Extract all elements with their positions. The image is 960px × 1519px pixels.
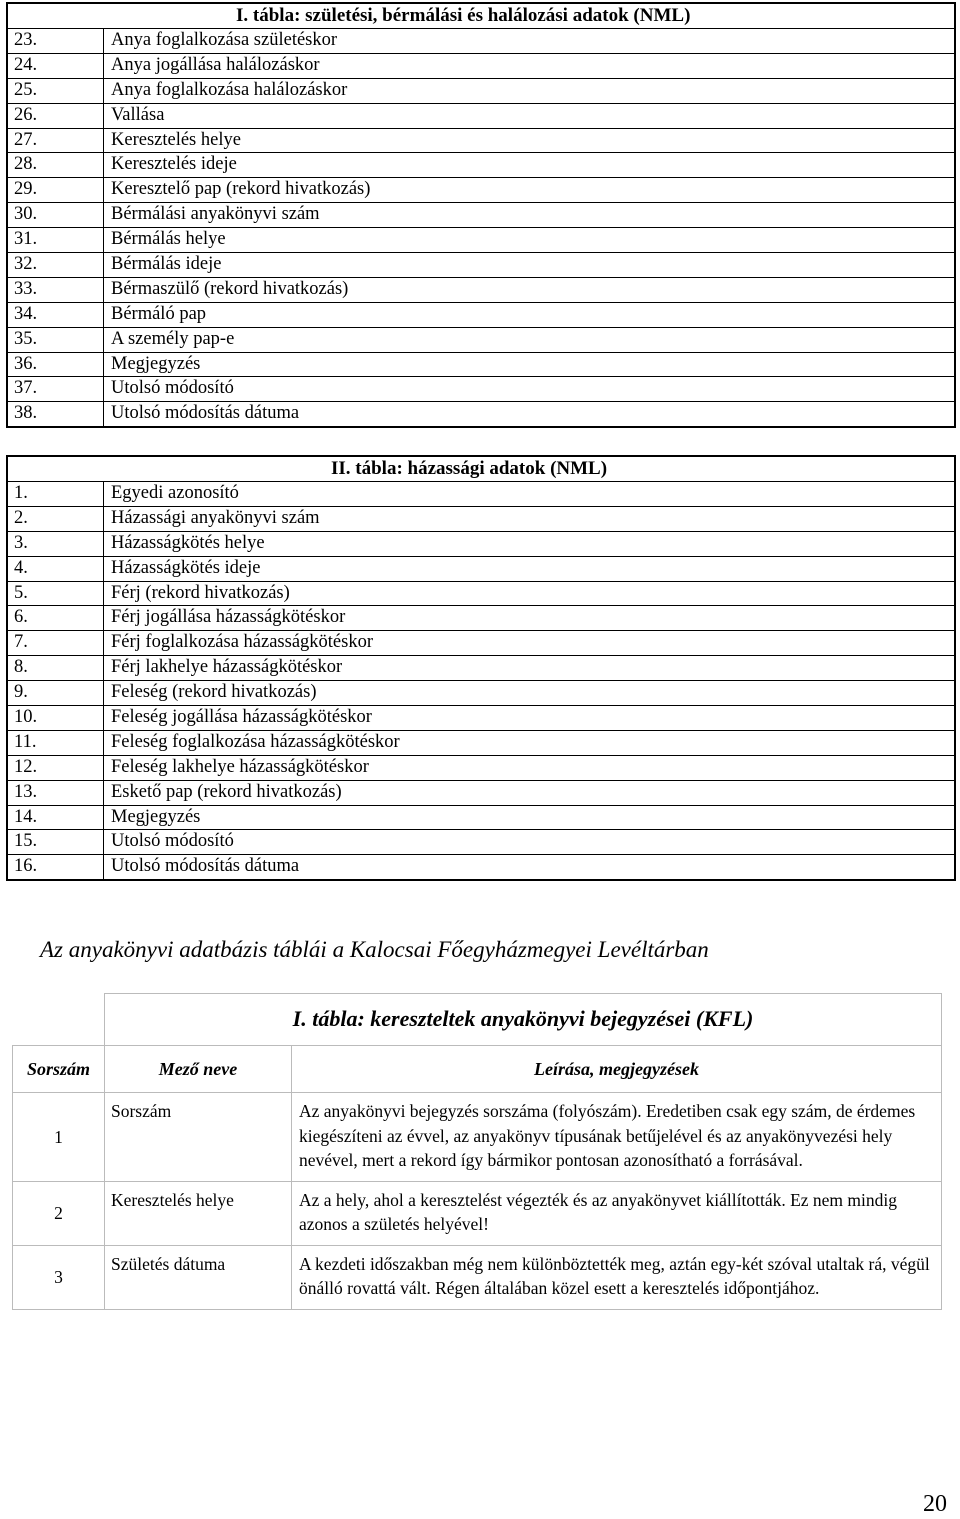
row-label: Utolsó módosító <box>111 831 234 852</box>
table-title: II. tábla: házassági adatok (NML) <box>331 458 608 479</box>
table-row <box>8 581 954 606</box>
table-row <box>13 1093 942 1182</box>
row-label: Feleség lakhelye házasságkötéskor <box>111 756 369 777</box>
table-row <box>8 556 954 581</box>
row-number: 7. <box>8 631 104 655</box>
table-row <box>8 531 954 556</box>
row-number: 37. <box>8 377 104 401</box>
row-number: 4. <box>8 557 104 581</box>
row-number: 10. <box>8 706 104 730</box>
table-title: I. tábla: születési, bérmálási és halálozási adatok (NML) <box>236 5 691 26</box>
row-label: A személy pap-e <box>111 328 235 349</box>
table-row <box>8 277 954 302</box>
table-row <box>8 53 954 78</box>
row-label: Utolsó módosítás dátuma <box>111 856 300 877</box>
row-label: Megjegyzés <box>111 353 201 374</box>
table-row <box>13 1245 942 1309</box>
row-number: 8. <box>8 656 104 680</box>
table-row <box>8 506 954 531</box>
row-label: Eskető pap (rekord hivatkozás) <box>111 781 342 802</box>
row-number: 23. <box>8 29 104 53</box>
table-row <box>8 128 954 153</box>
table-row <box>8 352 954 377</box>
row-label: Anya foglalkozása halálozáskor <box>111 79 348 100</box>
row-label: Házasságkötés ideje <box>111 557 261 578</box>
table-row <box>8 227 954 252</box>
row-label: Férj lakhelye házasságkötéskor <box>111 657 343 678</box>
row-label: Anya jogállása halálozáskor <box>111 54 320 75</box>
table-row <box>8 78 954 103</box>
row-label: Megjegyzés <box>111 806 201 827</box>
row-number: 26. <box>8 104 104 128</box>
row-label: Vallása <box>111 104 165 125</box>
row-number: 38. <box>8 402 104 426</box>
header-number: Sorszám <box>13 1046 105 1093</box>
row-number: 35. <box>8 328 104 352</box>
section-heading: Az anyakönyvi adatbázis táblái a Kalocsai Főegyházmegyei Levéltárban <box>40 937 709 962</box>
row-number: 32. <box>8 253 104 277</box>
row-number: 9. <box>8 681 104 705</box>
row-label: Bérmálás ideje <box>111 254 222 275</box>
row-number: 36. <box>8 353 104 377</box>
row-label: Keresztelő pap (rekord hivatkozás) <box>111 179 371 200</box>
row-number: 3 <box>13 1245 105 1309</box>
table-row <box>8 605 954 630</box>
row-number: 13. <box>8 781 104 805</box>
table-row <box>13 1181 942 1245</box>
table-row <box>8 376 954 401</box>
table-row <box>8 481 954 506</box>
row-number: 1. <box>8 482 104 506</box>
table-row <box>8 177 954 202</box>
row-description: Az anyakönyvi bejegyzés sorszáma (folyószám). Eredetiben csak egy szám, de érdemes kiegészíteni az évvel, az anyakönyv típusának betűjelével és az anyakönyvezési hely nevével, mert a rekord így bármikor pontosan azonosítható a forrásával. <box>292 1093 942 1182</box>
page-number: 20 <box>923 1491 947 1517</box>
row-number: 30. <box>8 203 104 227</box>
marriage-table <box>6 455 956 881</box>
table-row <box>8 780 954 805</box>
row-label: Feleség jogállása házasságkötéskor <box>111 707 372 728</box>
table-row <box>8 103 954 128</box>
row-label: Férj jogállása házasságkötéskor <box>111 607 346 628</box>
table-row <box>8 805 954 830</box>
birth-confirmation-death-table <box>6 2 956 428</box>
row-field-name: Keresztelés helye <box>105 1181 292 1245</box>
row-label: Feleség foglalkozása házasságkötéskor <box>111 731 400 752</box>
empty-corner-cell <box>13 994 105 1046</box>
baptism-records-table <box>12 993 942 1310</box>
table-row <box>8 252 954 277</box>
row-number: 34. <box>8 303 104 327</box>
row-number: 33. <box>8 278 104 302</box>
row-label: Egyedi azonosító <box>111 483 239 503</box>
table-rows <box>8 28 954 426</box>
row-number: 25. <box>8 79 104 103</box>
row-description: Az a hely, ahol a keresztelést végezték és az anyakönyvet kiállították. Ez nem mindig azonos a születés helyével! <box>292 1181 942 1245</box>
row-label: Férj (rekord hivatkozás) <box>111 582 290 603</box>
row-number: 27. <box>8 129 104 153</box>
row-number: 11. <box>8 731 104 755</box>
row-number: 24. <box>8 54 104 78</box>
row-number: 6. <box>8 606 104 630</box>
row-label: Utolsó módosító <box>111 378 234 399</box>
row-number: 1 <box>13 1093 105 1182</box>
row-number: 2. <box>8 507 104 531</box>
row-number: 15. <box>8 830 104 854</box>
row-label: Keresztelés helye <box>111 129 241 150</box>
table-row <box>8 755 954 780</box>
table-row <box>8 655 954 680</box>
table-row <box>8 680 954 705</box>
table-row <box>8 401 954 426</box>
table-row <box>8 152 954 177</box>
row-field-name: Sorszám <box>105 1093 292 1182</box>
row-description: A kezdeti időszakban még nem különböztették meg, aztán egy-két szóval utaltak rá, végül önálló rovattá vált. Régen általában közel esett a keresztelés időpontjához. <box>292 1245 942 1309</box>
row-number: 14. <box>8 806 104 830</box>
row-field-name: Születés dátuma <box>105 1245 292 1309</box>
row-label: Bérmálás helye <box>111 229 226 250</box>
row-label: Férj foglalkozása házasságkötéskor <box>111 632 373 653</box>
row-number: 16. <box>8 855 104 879</box>
row-number: 2 <box>13 1181 105 1245</box>
row-number: 28. <box>8 153 104 177</box>
row-number: 12. <box>8 756 104 780</box>
row-number: 29. <box>8 178 104 202</box>
table-row <box>8 630 954 655</box>
table-row <box>8 854 954 879</box>
row-label: Keresztelés ideje <box>111 154 237 175</box>
table-rows <box>8 481 954 879</box>
table-title: I. tábla: kereszteltek anyakönyvi bejegyzései (KFL) <box>105 994 942 1046</box>
table-row <box>8 327 954 352</box>
row-label: Bérmaszülő (rekord hivatkozás) <box>111 278 349 299</box>
row-number: 31. <box>8 228 104 252</box>
table-row <box>8 705 954 730</box>
table-row <box>8 730 954 755</box>
table-row <box>8 202 954 227</box>
table-row <box>8 302 954 327</box>
header-row <box>13 1046 942 1093</box>
row-number: 3. <box>8 532 104 556</box>
row-number: 5. <box>8 582 104 606</box>
row-label: Házasságkötés helye <box>111 532 265 553</box>
row-label: Utolsó módosítás dátuma <box>111 403 300 424</box>
header-description: Leírása, megjegyzések <box>292 1046 942 1093</box>
table-row <box>8 829 954 854</box>
row-label: Anya foglalkozása születéskor <box>111 30 338 50</box>
row-label: Bérmálási anyakönyvi szám <box>111 204 320 225</box>
row-label: Bérmáló pap <box>111 303 207 324</box>
table-row <box>8 28 954 53</box>
row-label: Feleség (rekord hivatkozás) <box>111 682 317 703</box>
header-field-name: Mező neve <box>105 1046 292 1093</box>
row-label: Házassági anyakönyvi szám <box>111 507 320 528</box>
